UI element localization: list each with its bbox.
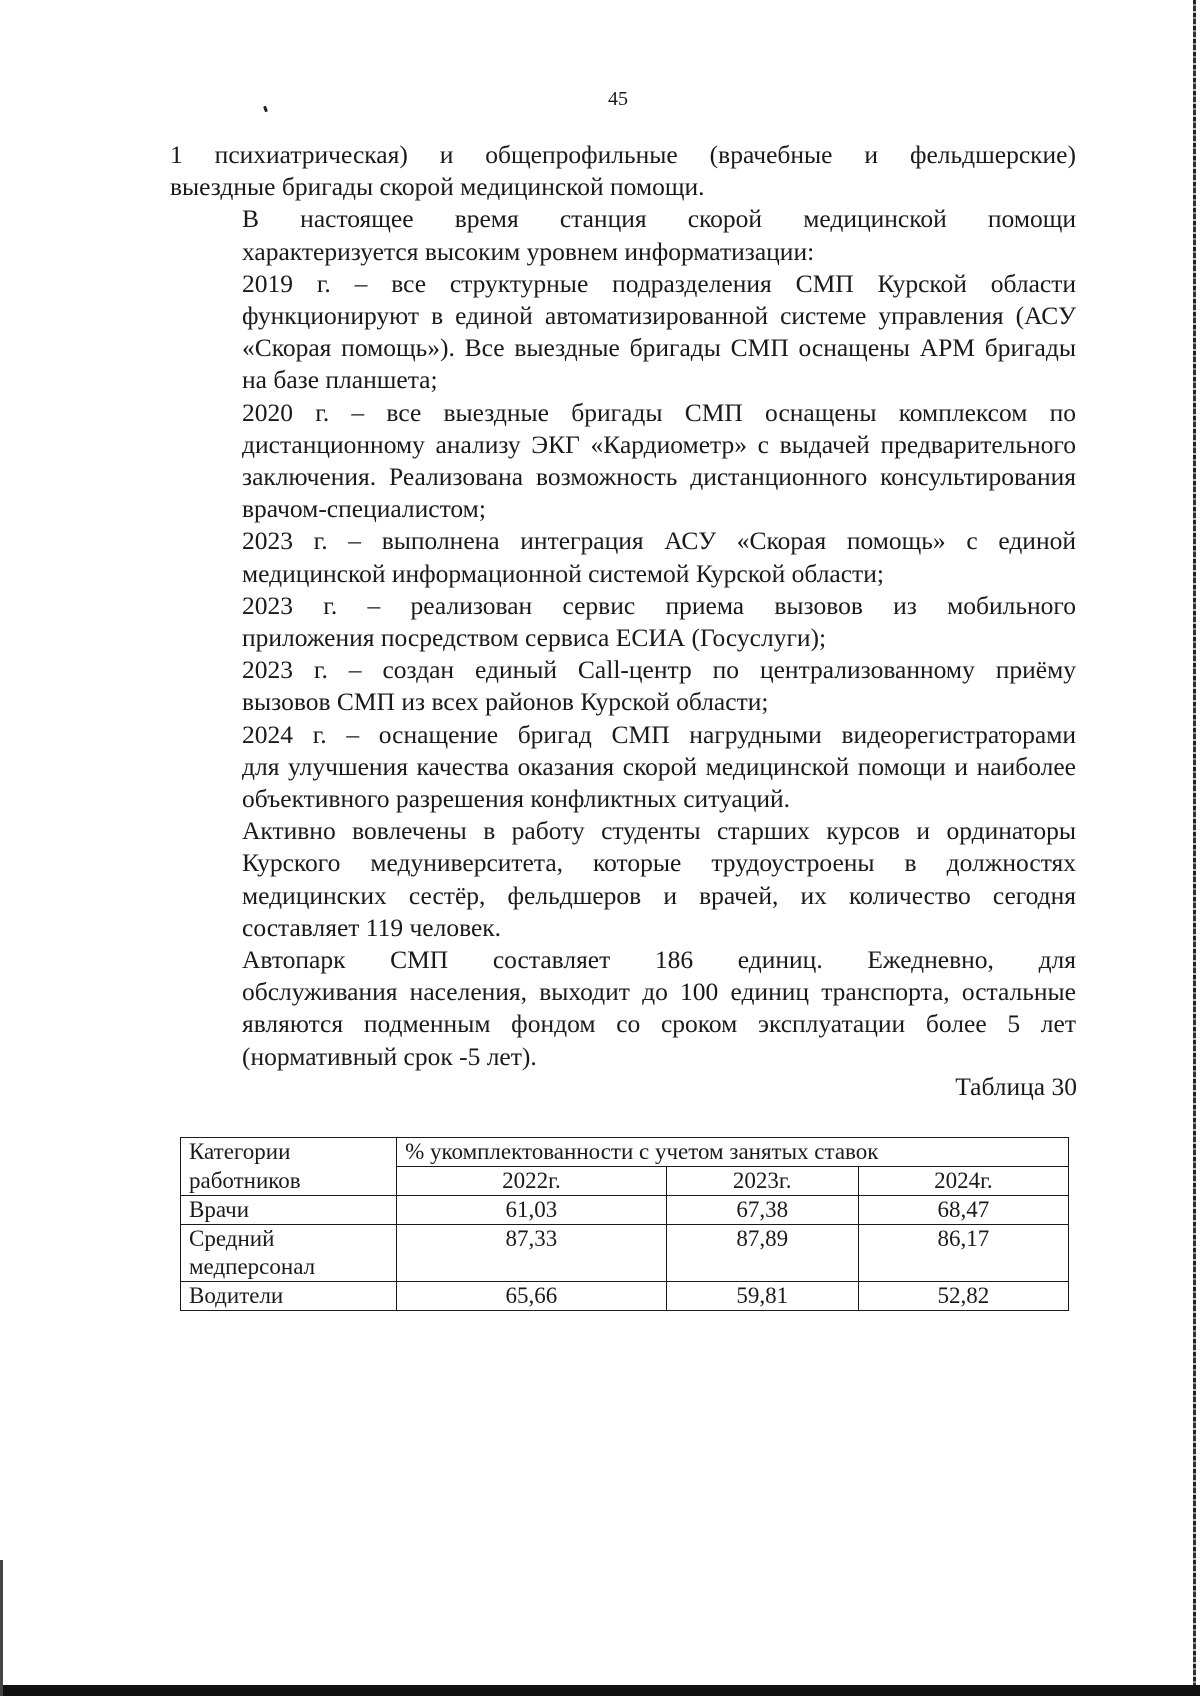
year-header: 2022г. bbox=[397, 1167, 667, 1196]
text-line: для улучшения качества оказания скорой медицинской помощи и наиболее bbox=[242, 751, 1076, 781]
value-cell: 87,33 bbox=[397, 1225, 667, 1282]
text-line: на базе планшета; bbox=[242, 365, 438, 395]
table-row bbox=[181, 1225, 1069, 1282]
text-line: 2023 г. – реализован сервис приема вызовов из мобильного bbox=[242, 590, 1076, 620]
text-line: характеризуется высоким уровнем информатизации: bbox=[242, 236, 815, 266]
scan-border-bottom bbox=[0, 1685, 1200, 1696]
paragraph bbox=[170, 525, 1076, 589]
text-line: Автопарк СМП составляет 186 единиц. Ежедневно, для bbox=[242, 945, 1076, 975]
value-cell: 52,82 bbox=[858, 1282, 1068, 1311]
table-row bbox=[181, 1196, 1069, 1225]
paragraph bbox=[170, 397, 1076, 526]
scan-border-right bbox=[1193, 0, 1196, 1696]
text-line: «Скорая помощь»). Все выездные бригады СМП оснащены АРМ бригады bbox=[242, 333, 1076, 363]
year-header: 2023г. bbox=[666, 1167, 858, 1196]
paragraph bbox=[170, 719, 1076, 816]
value-cell: 68,47 bbox=[858, 1196, 1068, 1225]
paragraph bbox=[170, 268, 1076, 397]
scan-border-left bbox=[0, 1560, 3, 1696]
category-cell: Водители bbox=[181, 1282, 397, 1311]
text-line: 2019 г. – все структурные подразделения СМП Курской области bbox=[242, 268, 1076, 298]
text-line: объективного разрешения конфликтных ситуаций. bbox=[242, 784, 791, 814]
paragraph bbox=[170, 590, 1076, 654]
text-line: являются подменным фондом со сроком эксплуатации более 5 лет bbox=[242, 1009, 1076, 1039]
group-header: % укомплектованности с учетом занятых ставок bbox=[397, 1138, 1069, 1167]
text-line: 2024 г. – оснащение бригад СМП нагрудными видеорегистраторами bbox=[242, 719, 1076, 749]
table-header-row bbox=[181, 1138, 1069, 1167]
text-line: 2023 г. – создан единый Call-центр по централизованному приёму bbox=[242, 655, 1076, 685]
table-row bbox=[181, 1282, 1069, 1311]
value-cell: 65,66 bbox=[397, 1282, 667, 1311]
text-line: Курского медуниверситета, которые трудоустроены в должностях bbox=[242, 848, 1076, 878]
value-cell: 67,38 bbox=[666, 1196, 858, 1225]
text-line: заключения. Реализована возможность дистанционного консультирования bbox=[242, 462, 1076, 492]
paragraph bbox=[170, 815, 1076, 944]
page-number: 45 bbox=[608, 88, 628, 110]
category-header-top: Категории bbox=[181, 1138, 397, 1167]
value-cell: 61,03 bbox=[397, 1196, 667, 1225]
text-line: 2020 г. – все выездные бригады СМП оснащены комплексом по bbox=[242, 397, 1076, 427]
text-line: приложения посредством сервиса ЕСИА (Госуслуги); bbox=[242, 623, 827, 653]
value-cell: 86,17 bbox=[858, 1225, 1068, 1282]
value-cell: 87,89 bbox=[666, 1225, 858, 1282]
paragraph bbox=[170, 654, 1076, 718]
text-line: В настоящее время станция скорой медицинской помощи bbox=[242, 204, 1076, 234]
value-cell: 59,81 bbox=[666, 1282, 858, 1311]
year-header: 2024г. bbox=[858, 1167, 1068, 1196]
text-line: дистанционному анализу ЭКГ «Кардиометр» с выдачей предварительного bbox=[242, 429, 1076, 459]
text-line: составляет 119 человек. bbox=[242, 912, 502, 942]
text-line: медицинской информационной системой Курской области; bbox=[242, 558, 884, 588]
paragraph bbox=[170, 944, 1076, 1073]
staffing-table bbox=[180, 1137, 1069, 1311]
table-years-row bbox=[181, 1167, 1069, 1196]
table-caption: Таблица 30 bbox=[955, 1072, 1077, 1101]
paragraph bbox=[170, 203, 1076, 267]
category-line: Средний bbox=[189, 1226, 275, 1251]
text-line: (нормативный срок -5 лет). bbox=[242, 1041, 537, 1071]
paragraph bbox=[170, 139, 1076, 203]
text-line: функционируют в единой автоматизированной системе управления (АСУ bbox=[242, 301, 1076, 331]
text-line: Активно вовлечены в работу студенты старших курсов и ординаторы bbox=[242, 816, 1076, 846]
text-line: 1 психиатрическая) и общепрофильные (врачебные и фельдшерские) bbox=[170, 140, 1076, 169]
text-line: вызовов СМП из всех районов Курской области; bbox=[242, 687, 769, 717]
text-line: медицинских сестёр, фельдшеров и врачей, их количество сегодня bbox=[242, 880, 1076, 910]
text-line: обслуживания населения, выходит до 100 единиц транспорта, остальные bbox=[242, 977, 1076, 1007]
category-line: медперсонал bbox=[189, 1254, 316, 1279]
body-text bbox=[170, 139, 1076, 1073]
category-cell: Врачи bbox=[181, 1196, 397, 1225]
text-line: 2023 г. – выполнена интеграция АСУ «Скорая помощь» с единой bbox=[242, 526, 1076, 556]
text-line: выездные бригады скорой медицинской помощи. bbox=[170, 172, 705, 202]
text-line: врачом-специалистом; bbox=[242, 494, 486, 524]
category-cell bbox=[181, 1225, 397, 1282]
category-header-bottom: работников bbox=[181, 1167, 397, 1196]
